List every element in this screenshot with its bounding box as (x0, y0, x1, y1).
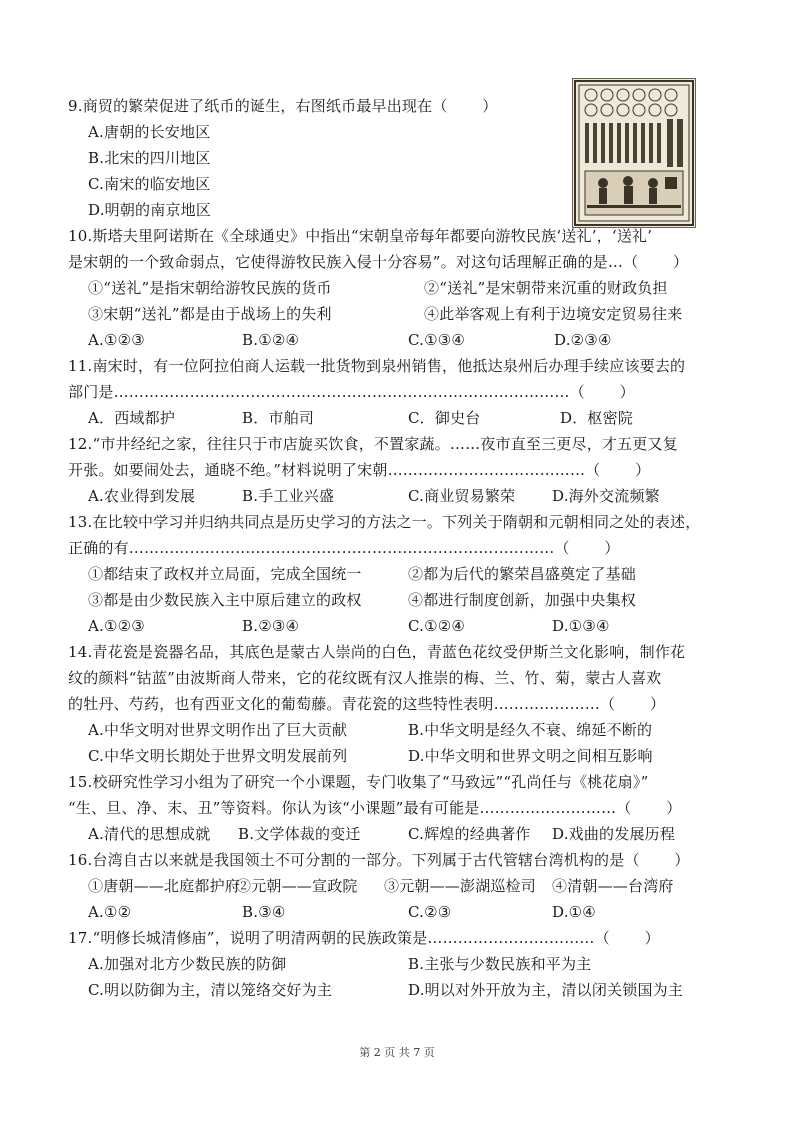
q13-option-b: B.②③④ (242, 617, 300, 635)
q10-option-b: B.①②④ (242, 331, 300, 349)
q13-statement-4: ④都进行制度创新，加强中央集权 (408, 591, 637, 609)
q12-option-b: B.手工业兴盛 (242, 487, 335, 505)
q12-option-c: C.商业贸易繁荣 (408, 487, 516, 505)
q14-option-a: A.中华文明对世界文明作出了巨大贡献 (88, 721, 348, 739)
q14-option-d: D.中华文明和世界文明之间相互影响 (408, 747, 653, 765)
q9-stem: 9.商贸的繁荣促进了纸币的诞生，右图纸币最早出现在（ ） (68, 97, 498, 115)
q11-stem-line2: 部门是………………………………………………………………………………（ ） (68, 383, 635, 401)
q16-stem: 16.台湾自古以来就是我国领土不可分割的一部分。下列属于古代管辖台湾机构的是（ ） (68, 851, 690, 869)
q11-option-c: C．御史台 (408, 409, 481, 427)
q16-statement-4: ④清朝——台湾府 (552, 877, 674, 895)
q13-statement-1: ①都结束了政权并立局面，完成全国统一 (88, 565, 362, 583)
q13-stem-line1: 13.在比较中学习并归纳共同点是历史学习的方法之一。下列关于隋朝和元朝相同之处的表述， (68, 513, 701, 531)
q16-option-a: A.①② (88, 903, 132, 921)
q10-statement-4: ④此举客观上有利于边境安定贸易往来 (424, 305, 683, 323)
q13-option-a: A.①②③ (88, 617, 145, 635)
q11-option-d: D．枢密院 (560, 409, 634, 427)
q9-option-b: B.北宋的四川地区 (88, 149, 211, 167)
q15-option-a: A.清代的思想成就 (88, 825, 211, 843)
q13-stem-line2: 正确的有…………………………………………………………………………（ ） (68, 539, 620, 557)
q15-option-b: B.文学体裁的变迁 (238, 825, 361, 843)
q16-option-c: C.②③ (408, 903, 452, 921)
q13-statement-3: ③都是由少数民族入主中原后建立的政权 (88, 591, 362, 609)
q10-statement-1: ①“送礼”是指宋朝给游牧民族的货币 (88, 279, 332, 297)
q10-stem-line1: 10.斯塔夫里阿诺斯在《全球通史》中指出“宋朝皇帝每年都要向游牧民族‘送礼’，‘送礼’ (68, 227, 653, 245)
q13-option-d: D.①③④ (552, 617, 610, 635)
q17-stem: 17.“明修长城清修庙”，说明了明清两朝的民族政策是……………………………（ ） (68, 929, 660, 947)
q10-option-d: D.②③④ (554, 331, 612, 349)
q13-statement-2: ②都为后代的繁荣昌盛奠定了基础 (408, 565, 637, 583)
banknote-figure (572, 78, 696, 228)
q11-option-a: A．西域都护 (88, 409, 176, 427)
q15-stem-line2: “生、旦、净、末、丑”等资料。你认为该“小课题”最有可能是………………………（ ） (68, 799, 682, 817)
q16-option-b: B.③④ (242, 903, 286, 921)
q9-option-d: D.明朝的南京地区 (88, 201, 212, 219)
q13-option-c: C.①②④ (408, 617, 466, 635)
page-footer: 第 2 页 共 7 页 (359, 1046, 435, 1059)
q10-option-a: A.①②③ (88, 331, 145, 349)
q16-statement-2: ②元朝——宣政院 (236, 877, 358, 895)
q14-stem-line1: 14.青花瓷是瓷器名品，其底色是蒙古人崇尚的白色，青蓝色花纹受伊斯兰文化影响，制作花 (68, 643, 686, 661)
q16-statement-3: ③元朝——澎湖巡检司 (384, 877, 537, 895)
q16-option-d: D.①④ (552, 903, 596, 921)
q15-stem-line1: 15.校研究性学习小组为了研究一个小课题，专门收集了“马致远”“孔尚任与《桃花扇》” (68, 773, 649, 791)
q14-option-b: B.中华文明是经久不衰、绵延不断的 (408, 721, 653, 739)
q10-statement-2: ②“送礼”是宋朝带来沉重的财政负担 (424, 279, 668, 297)
q14-stem-line2: 纹的颜料“钴蓝”由波斯商人带来，它的花纹既有汉人推崇的梅、兰、竹、菊，蒙古人喜欢 (68, 669, 662, 687)
q11-option-b: B．市舶司 (242, 409, 315, 427)
paper-money-icon (573, 79, 695, 227)
q17-option-d: D.明以对外开放为主，清以闭关锁国为主 (408, 981, 684, 999)
q10-stem-line2: 是宋朝的一个致命弱点，它使得游牧民族入侵十分容易”。对这句话理解正确的是…（ ） (68, 253, 689, 271)
q10-statement-3: ③宋朝“送礼”都是由于战场上的失利 (88, 305, 332, 323)
q12-option-d: D.海外交流频繁 (552, 487, 660, 505)
q15-option-c: C.辉煌的经典著作 (408, 825, 531, 843)
q17-option-c: C.明以防御为主，清以笼络交好为主 (88, 981, 333, 999)
q12-option-a: A.农业得到发展 (88, 487, 196, 505)
q17-option-a: A.加强对北方少数民族的防御 (88, 955, 287, 973)
q10-option-c: C.①③④ (408, 331, 466, 349)
q9-option-c: C.南宋的临安地区 (88, 175, 211, 193)
q12-stem-line1: 12.“市井经纪之家，往往只于市店旋买饮食，不置家蔬。……夜市直至三更尽，才五更又复 (68, 435, 678, 453)
q14-option-c: C.中华文明长期处于世界文明发展前列 (88, 747, 348, 765)
q14-stem-line3: 的牡丹、芍药，也有西亚文化的葡萄藤。青花瓷的这些特性表明…………………（ ） (68, 695, 666, 713)
q15-option-d: D.戏曲的发展历程 (552, 825, 676, 843)
q12-stem-line2: 开张。如要闹处去，通晓不绝。”材料说明了宋朝…………………………………（ ） (68, 461, 651, 479)
q17-option-b: B.主张与少数民族和平为主 (408, 955, 592, 973)
q9-option-a: A.唐朝的长安地区 (88, 123, 211, 141)
q11-stem-line1: 11.南宋时，有一位阿拉伯商人运载一批货物到泉州销售，他抵达泉州后办理手续应该要去的 (68, 357, 686, 375)
q16-statement-1: ①唐朝——北庭都护府 (88, 877, 241, 895)
